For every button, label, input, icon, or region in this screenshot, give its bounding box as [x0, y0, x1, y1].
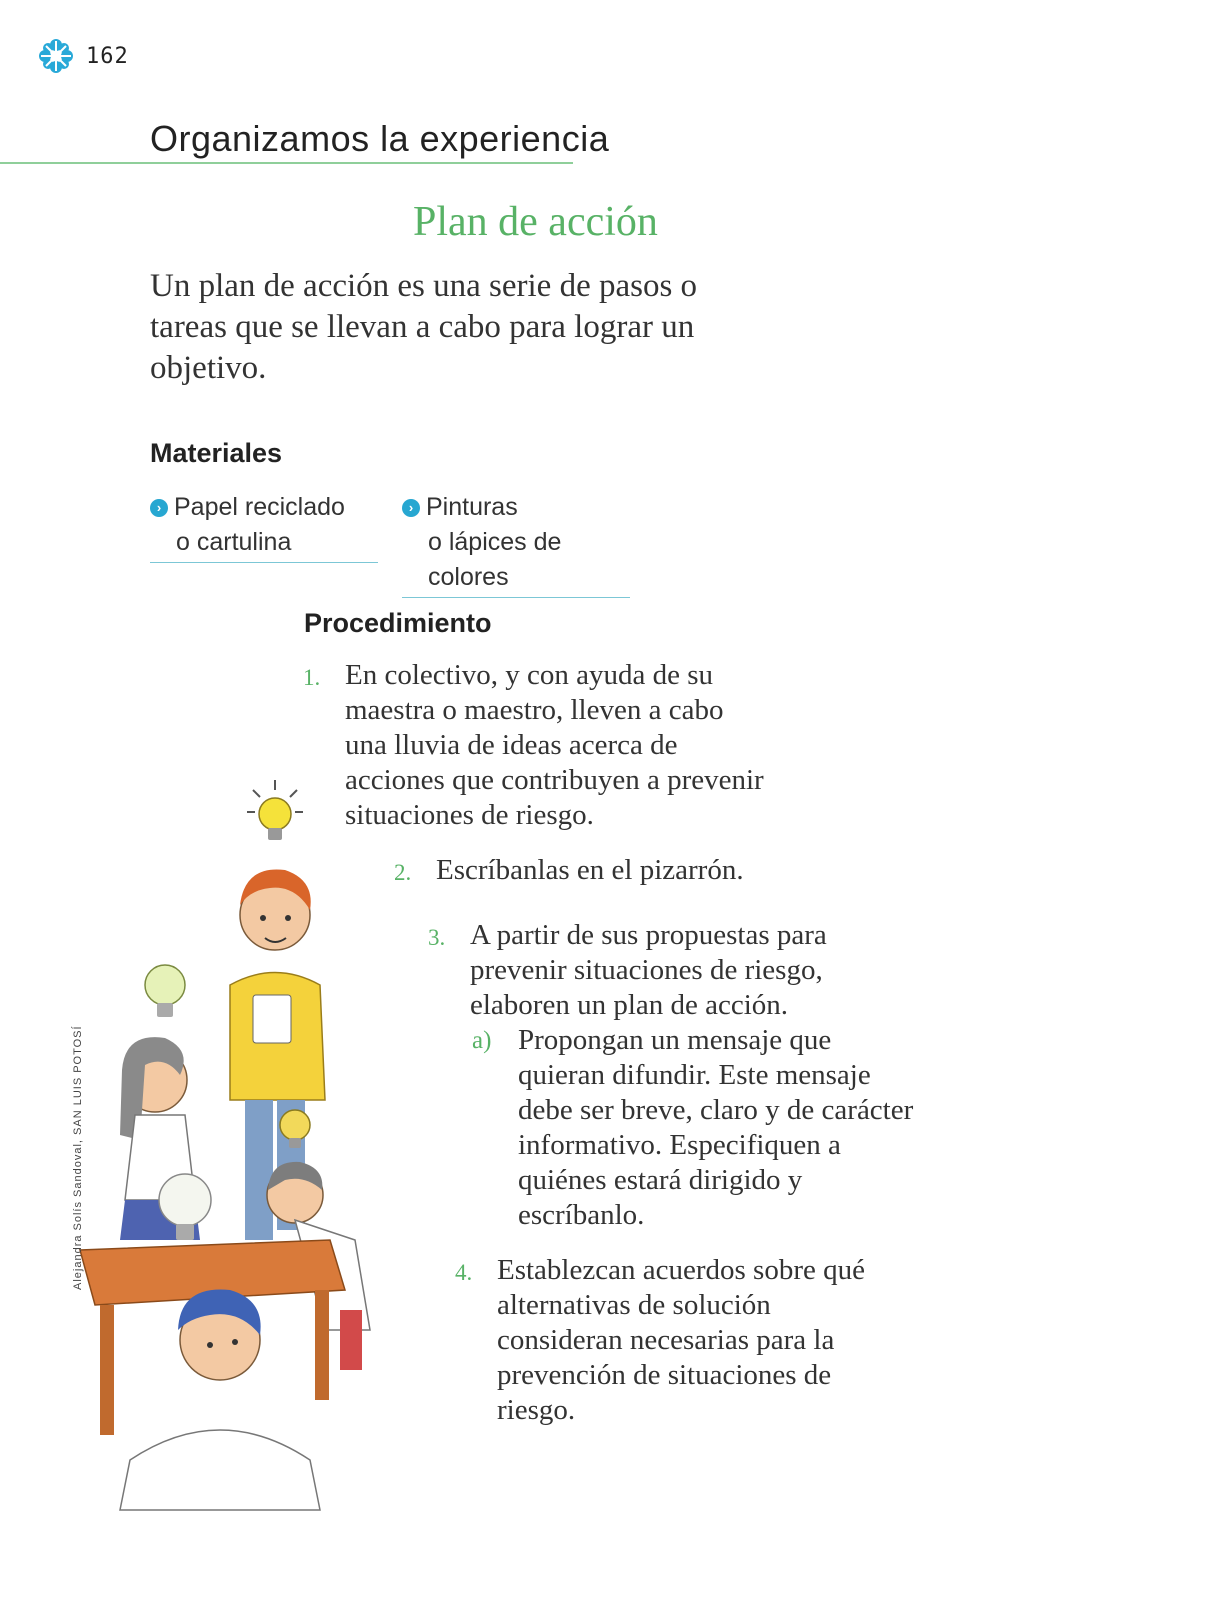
- step-text: Establezcan acuerdos sobre qué alternativas de solución consideran necesarias para la prevención de situaciones de riesgo.: [497, 1254, 865, 1426]
- material-line1: Pinturas: [426, 493, 518, 521]
- substep-text: Propongan un mensaje que quieran difundir. Este mensaje debe ser breve, claro y de carácter informativo. Especifiquen a quiénes estará dirigido y escríbanlo.: [518, 1024, 914, 1231]
- procedure-step: [394, 853, 856, 888]
- step-number: 2.: [394, 860, 412, 885]
- substep-label: a): [472, 1027, 492, 1054]
- lightbulb-icon: [145, 965, 185, 1017]
- flower-logo-icon: [38, 38, 74, 74]
- section-divider: [0, 162, 573, 164]
- procedure-substep: [472, 1023, 918, 1233]
- material-line1: Papel reciclado: [174, 493, 345, 521]
- material-item: [150, 490, 378, 563]
- procedure-heading: Procedimiento: [304, 608, 492, 638]
- step-text: A partir de sus propuestas para prevenir situaciones de riesgo, elaboren un plan de acción.: [470, 919, 827, 1021]
- page-number: 162: [86, 43, 129, 69]
- materials-heading: Materiales: [150, 438, 283, 468]
- step-text: En colectivo, y con ayuda de su maestra o maestro, lleven a cabo una lluvia de ideas acerca de acciones que contribuyen a prevenir situaciones de riesgo.: [345, 659, 764, 831]
- lightbulb-icon: [247, 780, 303, 840]
- section-title: Organizamos la experiencia: [150, 118, 610, 159]
- plan-title: Plan de acción: [413, 199, 658, 245]
- procedure-step: [303, 658, 765, 833]
- procedure-step: [455, 1253, 897, 1428]
- children-ideas-illustration: [70, 770, 400, 1530]
- procedure-step: [428, 918, 910, 1023]
- step-number: 1.: [303, 665, 321, 690]
- step-number: 3.: [428, 925, 446, 950]
- material-line2: o cartulina: [176, 528, 292, 556]
- chevron-right-icon: ›: [150, 499, 168, 517]
- plan-intro: Un plan de acción es una serie de pasos o tareas que se llevan a cabo para lograr un objetivo.: [150, 268, 698, 386]
- page-number-block: [38, 38, 129, 74]
- material-item: [402, 490, 630, 598]
- illustration-credit: Alejandra Solís Sandoval, SAN LUIS POTOSÍ: [72, 1025, 84, 1290]
- step-number: 4.: [455, 1260, 473, 1285]
- step-text: Escríbanlas en el pizarrón.: [436, 854, 744, 886]
- chevron-right-icon: ›: [402, 499, 420, 517]
- material-line2: o lápices de colores: [428, 528, 562, 591]
